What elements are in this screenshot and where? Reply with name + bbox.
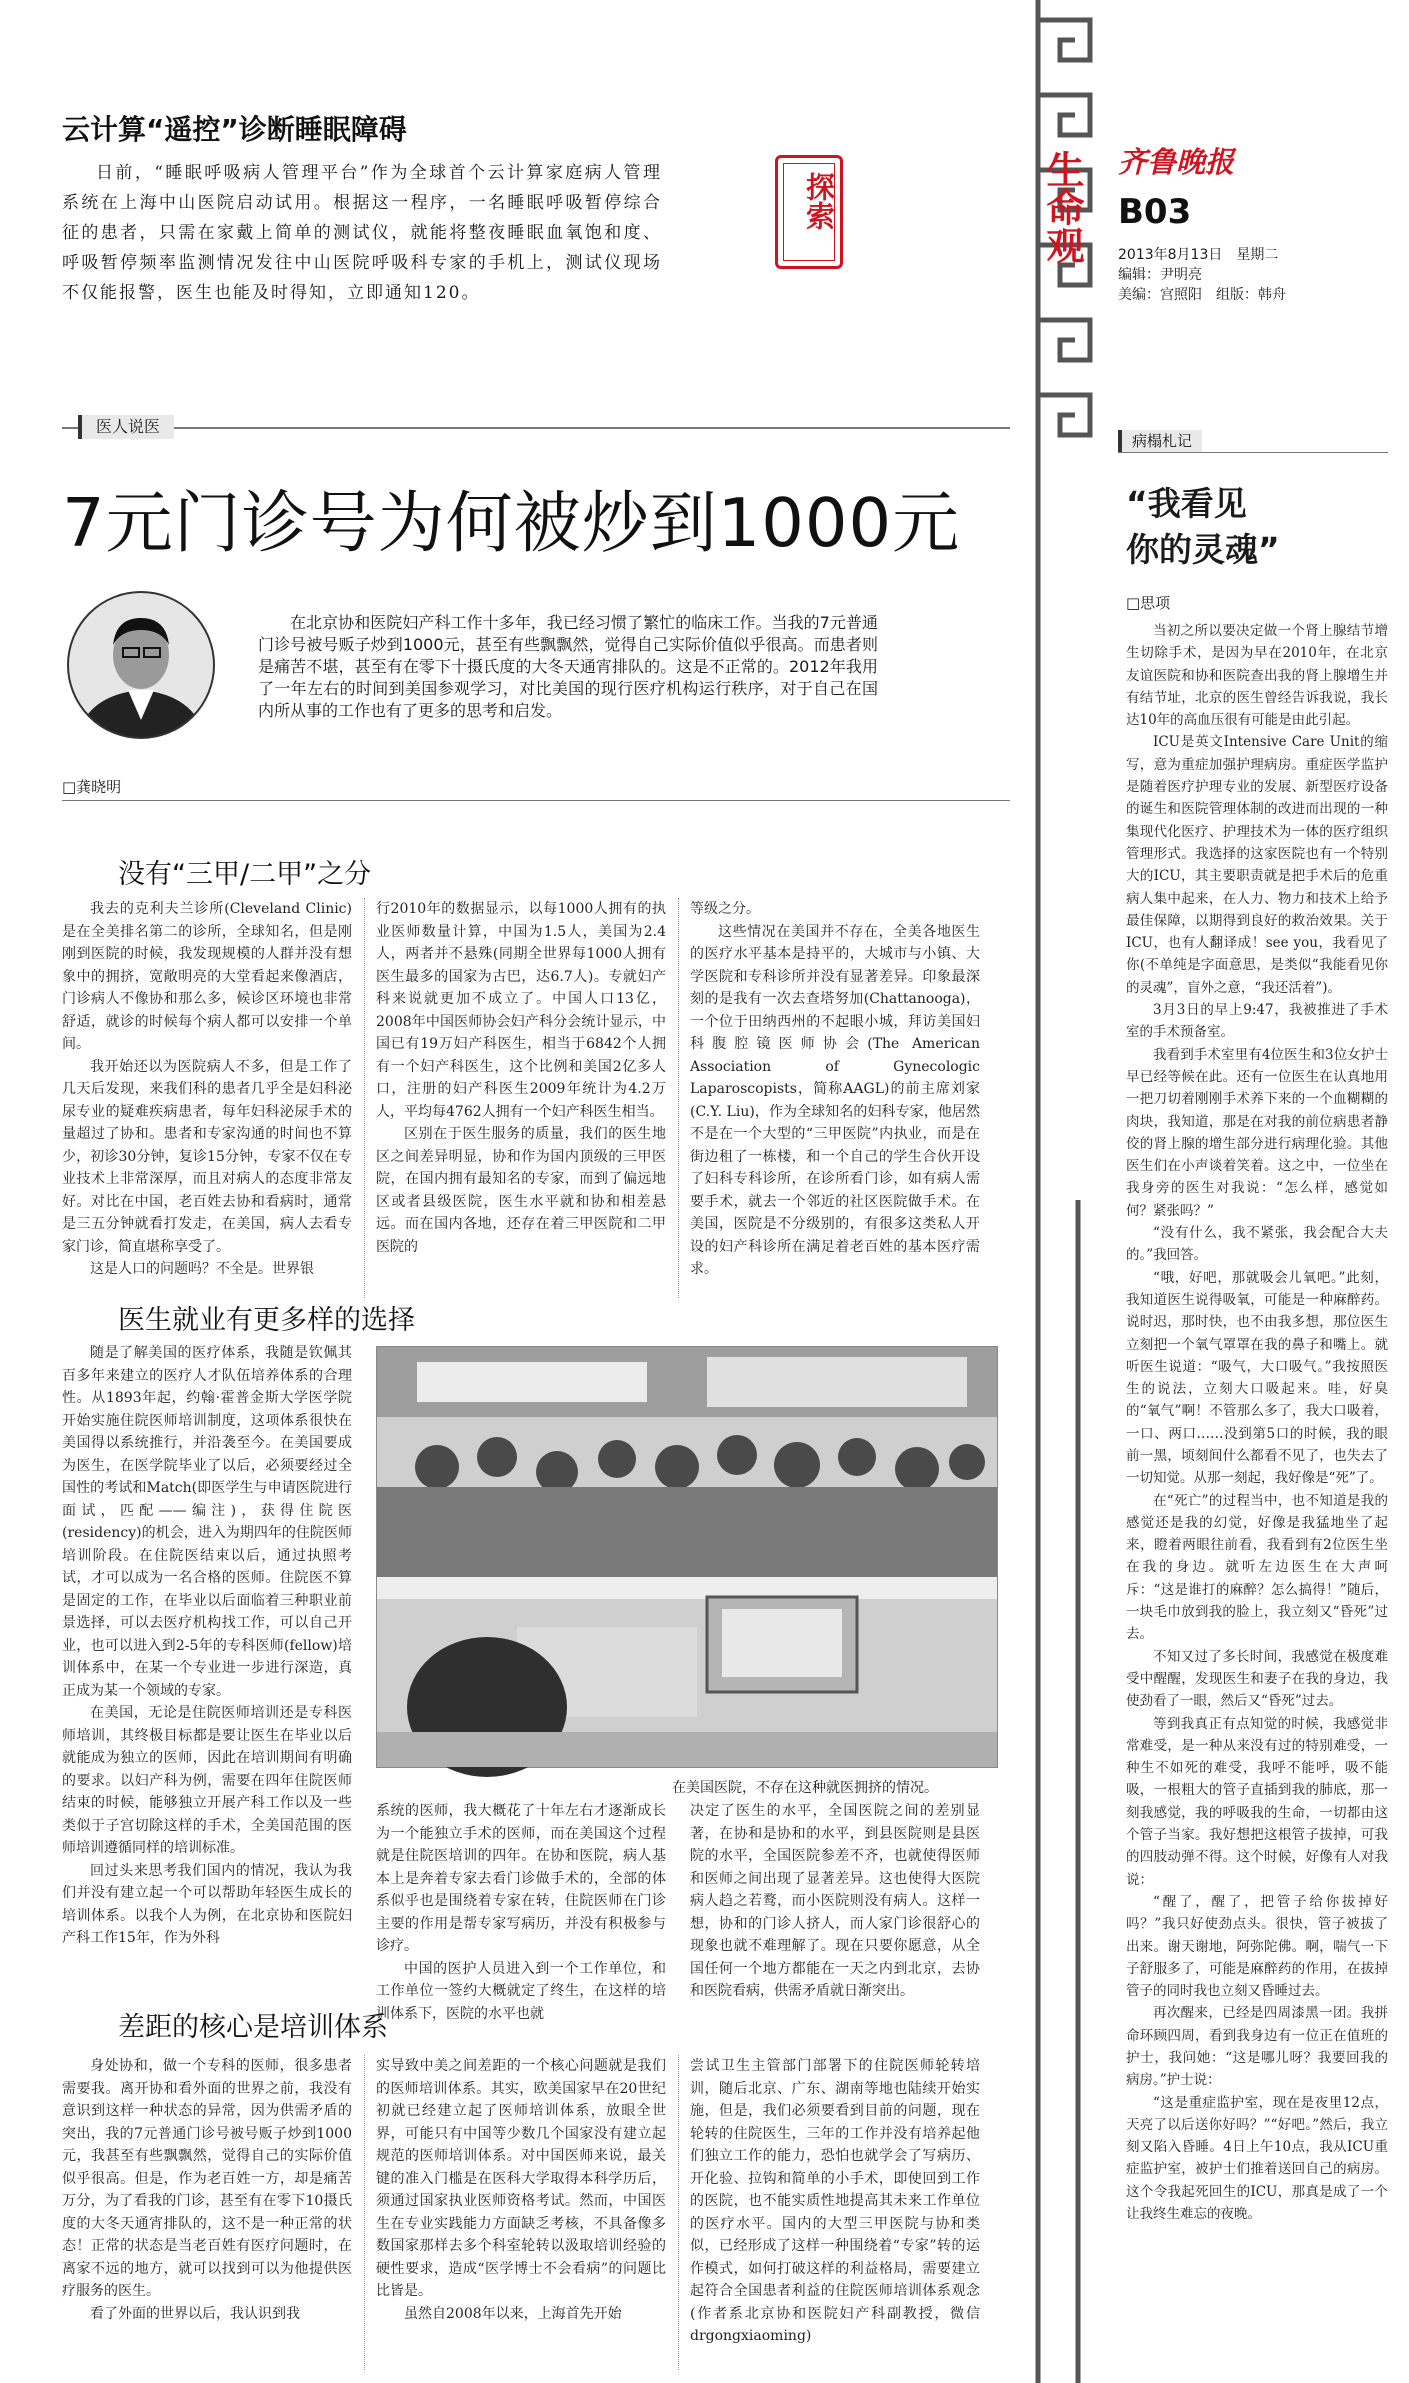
feature-column-tag: 医人说医 — [78, 415, 174, 439]
brief-paragraph: 日前，“睡眠呼吸病人管理平台”作为全球首个云计算家庭病人管理系统在上海中山医院启动试用。根据这一程序，一名睡眠呼吸暂停综合征的患者，只需在家戴上简单的测试仪，就能将整夜睡眠血氧饱和度、呼吸暂停频率监测情况发往中山医院呼吸科专家的手机上，测试仪现场不仅能报警，医生也能及时得知，立即通知120。 — [62, 163, 662, 303]
sidebar-headline-line1: “我看见 — [1126, 484, 1247, 523]
column-tag-explore — [775, 155, 843, 269]
feature-byline: □龚晓明 — [62, 778, 122, 796]
section3-col2: 实导致中美之间差距的一个核心问题就是我们的医师培训体系。其实，欧美国家早在20世纪初就已经建立起了医师培训体系，放眼全世界，可能只有中国等少数几个国家没有建立起规范的医师培训体系。对中国医师来说，最关键的准入门槛是在医科大学取得本科学历后，须通过国家执业医师资格考试。然而，中国医生在专业实践能力方面缺乏考核，不具备像多数国家那样去多个科室轮转以汲取培训经验的硬性要求，造成“医学博士不会看病”的问题比比皆是。 虽然自2008年以来，上海首先开始 — [376, 2058, 666, 2322]
design-line: 美编：宫照阳 组版：韩舟 — [1118, 287, 1286, 303]
hospital-crowd-photo — [376, 1346, 998, 1768]
photo-caption: 在美国医院，不存在这种就医拥挤的情况。 — [672, 1780, 938, 1796]
page-code: B03 — [1118, 192, 1192, 232]
section-name: 生命观 — [1040, 150, 1084, 264]
paper-name-logo: 齐鲁晚报 — [1118, 145, 1235, 179]
chinese-fret-border — [1020, 0, 1110, 2383]
column-divider — [364, 2055, 365, 2370]
sidebar-column-tag: 病榻札记 — [1118, 430, 1202, 452]
section3-col1: 身处协和，做一个专科的医师，很多患者需要我。离开协和看外面的世界之前，我没有意识到这样一种状态的异常，因为供需矛盾的突出，我的7元普通门诊号被号贩子炒到1000元，我甚至有些飘飘然，觉得自己的实际价值似乎很高。但是，作为老百姓一方，却是痛苦万分，为了看我的门诊，甚至有在零下10摄氏度的大冬天通宵排队的，这不是一种正常的状态！正常的状态是当老百姓有医疗问题时，在离家不远的地方，就可以找到可以为他提供医疗服务的医生。 看了外面的世界以后，我认识到我 — [62, 2058, 352, 2322]
section1-col3: 等级之分。 这些情况在美国并不存在，全美各地医生的医疗水平基本是持平的，大城市与小镇、大学医院和专科诊所并没有显著差异。印象最深刻的是我有一次去查塔努加(Chattanooga)，一个位于田纳西州的不起眼小城，拜访美国妇科腹腔镜医师协会(The American Association of Gynecologic Laparoscopists，简称AAGL)的前主席刘家(C.Y. Liu)，作为全球知名的妇科专家，他居然不是在一个大型的“三甲医院”内执业，而是在街边租了一栋楼，和一个自己的学生合伙开设了妇科专科诊所，在诊所看门诊，如有病人需要手术，就去一个邻近的社区医院做手术。在美国，医院是不分级别的，有很多这类私人开设的妇产科诊所在满足着老百姓的基本医疗需求。 — [690, 901, 980, 1277]
column-tag-explore-text: 探索 — [802, 172, 836, 230]
section2-col1: 随是了解美国的医疗体系，我随是钦佩其百多年来建立的医疗人才队伍培养体系的合理性。从1893年起，约翰·霍普金斯大学医学院开始实施住院医师培训制度，这项体系很快在美国得以系统推行，并沿袭至今。在美国要成为医生，在医学院毕业了以后，必须要经过全国性的考试和Match(即医学生与申请医院进行面试，匹配——编注)，获得住院医(residency)的机会，进入为期四年的住院医师培训阶段。在住院医结束以后，通过执照考试，才可以成为一名合格的医师。住院医不算是固定的工作，在毕业以后面临着三种职业前景选择，可以去医疗机构找工作，可以自己开业，也可以进入到2-5年的专科医师(fellow)培训体系中，在某一个专业进一步进行深造，真正成为某一个领域的专家。 在美国，无论是住院医师培训还是专科医师培训，其终极目标都是要让医生在毕业以后就能成为独立的医师，因此在培训期间有明确的要求。以妇产科为例，需要在四年住院医师结束的时候，能够独立开展产科工作以及一些类似于子宫切除这样的手术，全美国范围的医师培训遵循同样的培训标准。 回过头来思考我们国内的情况，我认为我们并没有建立起一个可以帮助年轻医生成长的培训体系。以我个人为例，在北京协和医院妇产科工作15年，作为外科 — [62, 1345, 352, 1946]
section2-col3: 决定了医生的水平，全国医院之间的差别显著，在协和是协和的水平，到县医院则是县医院的水平，全国医院参差不齐，也就使得医师和医师之间出现了显著差异。这也使得大医院病人趋之若鹜，而小医院则没有病人。这样一想，协和的门诊人挤人，而人家门诊很舒心的现象也就不难理解了。现在只要你愿意，从全国任何一个地方都能在一天之内到北京，去协和医院看病，供需矛盾就日渐突出。 — [690, 1803, 980, 1999]
section2-title: 医生就业有更多样的选择 — [118, 1305, 415, 1336]
column-divider — [678, 898, 679, 1298]
section1-col1: 我去的克利夫兰诊所(Cleveland Clinic)是在全美排名第二的诊所，全球知名，但是刚刚到医院的时候，我发现规模的人群并没有想象中的拥挤，宽敞明亮的大堂看起来像酒店，门诊病人不像协和那么多，候诊区环境也非常舒适，就诊的时候每个病人都可以安排一个单间。 我开始还以为医院病人不多，但是工作了几天后发现，来我们科的患者几乎全是妇科泌尿专业的疑难疾病患者，每年妇科泌尿手术的量超过了协和。患者和专家沟通的时间也不算少，初诊30分钟，复诊15分钟，专家不仅在专业技术上非常深厚，而且对病人的态度非常友好。对比在中国，老百姓去协和看病时，通常是三五分钟就看打发走，在美国，病人去看专家门诊，简直堪称享受了。 这是人口的问题吗？不全是。世界银 — [62, 901, 352, 1277]
sidebar-top-rule — [1118, 452, 1388, 453]
sidebar-byline: □思项 — [1126, 594, 1171, 612]
sidebar-headline-line2: 你的灵魂” — [1126, 530, 1280, 569]
brief-headline: 云计算“遥控”诊断睡眠障碍 — [62, 113, 407, 146]
column-divider — [364, 898, 365, 1298]
lead-bottom-rule — [62, 800, 1010, 801]
sidebar-body: 当初之所以要决定做一个肾上腺结节增生切除手术，是因为早在2010年，在北京友谊医院和协和医院查出我的肾上腺增生并有结节址，北京的医生曾经告诉我说，我长达10年的高血压很有可能是由此引起。 ICU是英文Intensive Care Unit的缩写，意为重症加强护理病房。重症医学监护是随着医疗护理专业的发展、新型医疗设备的诞生和医院管理体制的改进而出现的一种集现代化医疗、护理技术为一体的医疗组织管理形式。我选择的这家医院也有一个特别大的ICU，其主要职责就是把手术后的危重病人集中起来，在人力、物力和技术上给予最佳保障，以期得到良好的救治效果。关于ICU，也有人翻译成！see you，我看见了你(不单纯是字面意思，是类似“我能看见你的灵魂”，盲外之意，“我还活着”)。 3月3日的早上9:47，我被推进了手术室的手术预备室。 我看到手术室里有4位医生和3位女护士早已经等候在此。还有一位医生在认真地用一把刀切着刚刚手术养下来的一个血糊糊的肉块，我知道，那是在对我的前位病患者静佼的肾上腺的增生部分进行病理化验。其他医生们在小声谈着笑着。这之中，一位坐在我身旁的医生对我说：“怎么样，感觉如何？紧张吗？” “没有什么，我不紧张，我会配合大夫的。”我回答。 “哦，好吧，那就吸会儿氧吧。”此刻，我知道医生说得吸氧，可能是一种麻醉药。说时迟，那时快，也不由我多想，那位医生立刻把一个氧气罩罩在我的鼻子和嘴上。就听医生说道：“吸气，大口吸气。”我按照医生的说法，立刻大口吸起来。哇，好臭的“氧气”啊！不管那么多了，我大口吸着，一口、两口……没到第5口的时候，我的眼前一黑，顷刻间什么都看不见了，也失去了一切知觉。从那一刻起，我好像是“死”了。 在“死亡”的过程当中，也不知道是我的感觉还是我的幻觉，好像是我猛地坐了起来，瞪着两眼往前看，我看到有2位医生坐在我的身边。就听左边医生在大声呵斥：“这是谁打的麻醉？怎么搞得！”随后，一块毛巾放到我的脸上，我立刻又“昏死”过去。 不知又过了多长时间，我感觉在极度难受中醒醒，发现医生和妻子在我的身边，我使劲看了一眼，然后又“昏死”过去。 等到我真正有点知觉的时候，我感觉非常难受，是一种从来没有过的特别难受，一种生不如死的难受，我呼不能呼，吸不能吸，一根粗大的管子直插到我的肺底，那一刻我感觉，我的呼吸我的生命，一切都由这个管子当家。我好想把这根管子拔掉，可我的四肢动弹不得。这个时候，好像有人对我说： “醒了，醒了，把管子给你拔掉好吗？”我只好使劲点头。很快，管子被拔了出来。谢天谢地，阿弥陀佛。啊，喘气一下子舒服多了，可能是麻醉药的作用，在拔掉管子的同时我也立刻又昏睡过去。 再次醒来，已经是四周漆黑一团。我拼命环顾四周，看到我身边有一位正在值班的护士，我问她：“这是哪儿呀？我要回我的病房。”护士说： “这是重症监护室，现在是夜里12点，天亮了以后送你好吗？”“好吧。”然后，我立刻又陷入昏睡。4日上午10点，我从ICU重症监护室，被护士们推着送回自己的病房。这个令我起死回生的ICU，那真是成了一个让我终生难忘的夜晚。 — [1126, 623, 1388, 2223]
feature-lead: 在北京协和医院妇产科工作十多年，我已经习惯了繁忙的临床工作。当我的7元普通门诊号被号贩子炒到1000元，甚至有些飘飘然，觉得自己实际价值似乎很高。而患者则是痛苦不堪，甚至有在零下十摄氏度的大冬天通宵排队的。这是不正常的。2012年我用了一年左右的时间到美国参观学习，对比美国的现行医疗机构运行秩序，对于自己在国内所从事的工作也有了更多的思考和启发。 — [258, 613, 878, 720]
section1-col2: 行2010年的数据显示，以每1000人拥有的执业医师数量计算，中国为1.5人，美国为2.4人，两者并不悬殊(同期全世界每1000人拥有医生最多的国家为古巴，达6.7人)。专就妇产科来说就更加不成立了。中国人口13亿，2008年中国医师协会妇产科分会统计显示，中国已有19万妇产科医生，相当于6842个人拥有一个妇产科医生，这个比例和美国2亿多人口，注册的妇产科医生2009年统计为4.2万人，平均每4762人拥有一个妇产科医生相当。 区别在于医生服务的质量，我们的医生地区之间差异明显，协和作为国内顶级的三甲医院，在国内拥有最知名的专家，而到了偏远地区或者县级医院，医生水平就和协和相差悬远。而在国内各地，还存在着三甲医院和二甲医院的 — [376, 901, 666, 1255]
date-line: 2013年8月13日 星期二 — [1118, 247, 1279, 263]
section1-title: 没有“三甲/二甲”之分 — [118, 859, 372, 890]
editor-line: 编辑：尹明亮 — [1118, 267, 1202, 283]
section3-title: 差距的核心是培训体系 — [118, 2012, 388, 2043]
portrait-photo — [66, 590, 216, 740]
feature-headline: 7元门诊号为何被炒到1000元 — [62, 484, 961, 562]
column-divider — [678, 2055, 679, 2370]
feature-top-rule — [62, 427, 1010, 429]
section2-col2: 系统的医师，我大概花了十年左右才逐渐成长为一个能独立手术的医师，而在美国这个过程就是住院医培训的四年。在协和医院，病人基本上是奔着专家去看门诊做手术的，全部的体系似乎也是围绕着专家在转，住院医师在门诊主要的作用是帮专家写病历，并没有积极参与诊疗。 中国的医护人员进入到一个工作单位，和工作单位一签约大概就定了终生，在这样的培训体系下，医院的水平也就 — [376, 1803, 666, 2022]
section3-col3: 尝试卫生主管部门部署下的住院医师轮转培训，随后北京、广东、湖南等地也陆续开始实施，但是，我们必须要看到目前的问题，现在轮转的住院医生，三年的工作并没有培养起他们独立工作的能力，恐怕也就学会了写病历、开化验、拉钩和简单的小手术，即使回到工作的医院，也不能实质性地提高其未来工作单位的医疗水平。国内的大型三甲医院与协和类似，已经形成了这样一种围绕着“专家”转的运作模式，如何打破这样的利益格局，需要建立起符合全国患者利益的住院医师培训体系观念(作者系北京协和医院妇产科副教授，微信drgongxiaoming) — [690, 2058, 980, 2344]
